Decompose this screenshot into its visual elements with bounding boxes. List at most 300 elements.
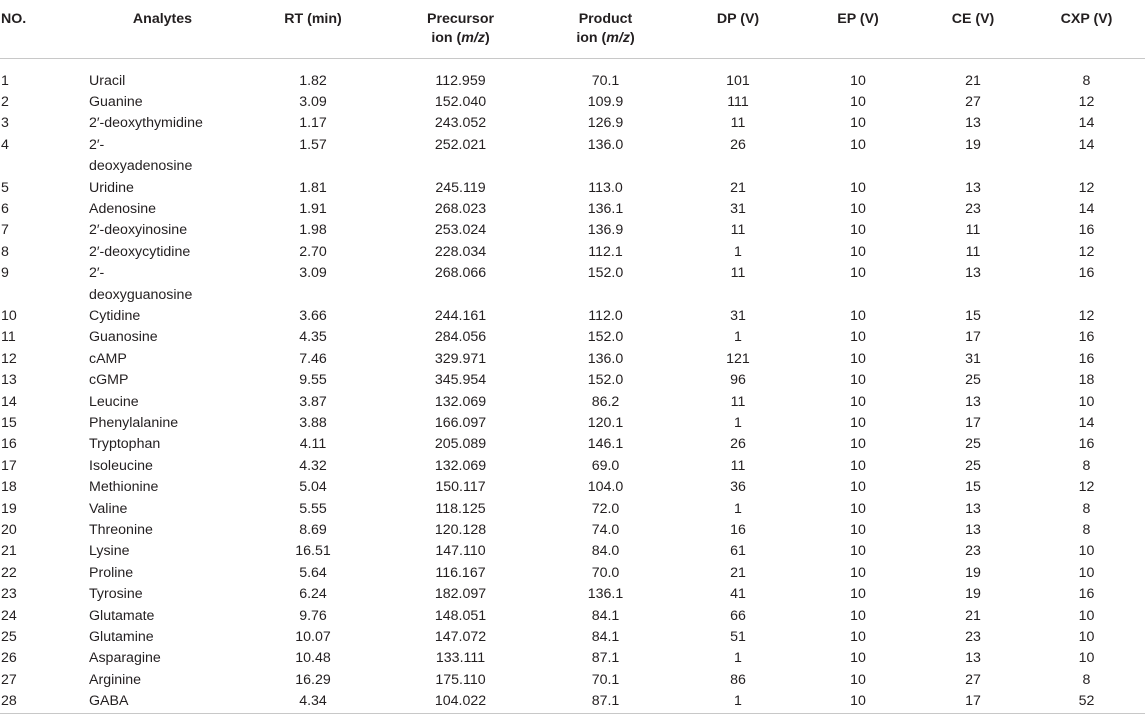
cell-cxp: 10	[1078, 564, 1095, 581]
cell-dp: 26	[730, 436, 746, 453]
cell-product-mz: 136.0	[587, 350, 624, 367]
cell-no: 8	[1, 243, 9, 260]
cell-ce: 25	[965, 457, 981, 474]
cell-analyte	[88, 627, 238, 648]
cell-analyte	[88, 370, 238, 391]
cell-precursor-mz: 147.072	[434, 629, 487, 646]
header-dp: DP (V)	[678, 0, 798, 58]
cell-no: 24	[1, 607, 17, 624]
cell-analyte	[88, 456, 238, 477]
cell-precursor-mz: 243.052	[434, 115, 487, 132]
cell-cxp: 12	[1078, 93, 1095, 110]
cell-dp: 1	[734, 650, 742, 667]
cell-product-mz: 112.0	[588, 307, 623, 324]
cell-product-mz: 109.9	[587, 93, 624, 110]
header-row	[0, 0, 1145, 58]
table-body	[0, 58, 1145, 713]
cell-rt: 9.55	[299, 372, 327, 389]
cell-no: 11	[1, 329, 16, 346]
cell-precursor-mz: 152.040	[434, 93, 487, 110]
cell-no: 6	[1, 200, 9, 217]
cell-analyte	[88, 584, 238, 605]
cell-rt: 10.48	[295, 650, 331, 667]
cell-ep: 10	[850, 671, 866, 688]
analyte-name: Phenylalanine	[89, 415, 179, 431]
cell-cxp: 52	[1028, 691, 1145, 713]
cell-precursor-mz: 329.971	[434, 350, 487, 367]
table-row	[0, 242, 1145, 263]
cell-ce: 17	[918, 691, 1028, 713]
analyte-name: Glutamine	[89, 629, 154, 646]
cell-analyte	[88, 563, 238, 584]
cell-analyte	[88, 349, 238, 370]
table-row	[0, 520, 1145, 541]
cell-no: 23	[1, 586, 17, 603]
cell-analyte	[88, 306, 238, 327]
cell-rt: 9.76	[299, 607, 327, 624]
header-precursor-line2-post: )	[484, 30, 490, 46]
cell-precursor-mz: 252.021	[434, 136, 487, 153]
cell-ce: 19	[965, 136, 981, 153]
cell-precursor-mz: 148.051	[434, 607, 487, 624]
cell-dp: 11	[730, 222, 746, 239]
analyte-name: Asparagine	[89, 650, 161, 667]
cell-ep: 10	[850, 457, 866, 474]
table-header	[0, 0, 1145, 58]
cell-ce: 17	[965, 415, 981, 431]
analyte-name: GABA	[89, 693, 129, 710]
header-precursor	[388, 0, 533, 58]
cell-precursor-mz: 118.125	[435, 500, 486, 517]
analyte-name: 2′-deoxyinosine	[89, 222, 188, 239]
cell-rt: 3.88	[299, 415, 327, 431]
cell-no: 22	[1, 564, 17, 581]
cell-rt: 10.07	[295, 629, 331, 646]
cell-dp: 1	[734, 329, 742, 346]
cell-rt: 1.81	[299, 179, 327, 196]
cell-cxp: 16	[1078, 436, 1095, 453]
cell-rt: 1.98	[299, 222, 327, 239]
cell-analyte	[88, 648, 238, 669]
cell-product-mz: 70.0	[591, 564, 620, 581]
cell-precursor-mz: 268.066	[434, 265, 487, 282]
cell-no: 21	[1, 543, 17, 560]
analyte-name: Uracil	[89, 72, 126, 89]
cell-dp: 21	[730, 564, 746, 581]
table-row	[0, 648, 1145, 669]
cell-product-mz: 126.9	[587, 115, 624, 132]
cell-dp: 51	[730, 629, 746, 646]
table-row	[0, 584, 1145, 605]
analyte-name: Adenosine	[89, 200, 157, 217]
cell-dp: 41	[730, 586, 746, 603]
cell-cxp: 12	[1078, 479, 1095, 496]
cell-analyte	[88, 670, 238, 691]
cell-no: 3	[1, 115, 9, 132]
cell-cxp: 16	[1078, 586, 1095, 603]
cell-product-mz: 70.1	[591, 72, 620, 89]
cell-ce: 19	[965, 564, 981, 581]
cell-ep: 10	[850, 372, 866, 389]
cell-product-mz: 87.1	[533, 691, 678, 713]
cell-precursor-mz: 182.097	[434, 586, 487, 603]
cell-no: 10	[1, 307, 17, 324]
cell-precursor-mz: 112.959	[435, 72, 486, 89]
table-row	[0, 606, 1145, 627]
cell-analyte	[88, 92, 238, 113]
table-row	[0, 263, 1145, 306]
cell-product-mz: 136.9	[587, 222, 624, 239]
cell-cxp: 16	[1078, 350, 1095, 367]
cell-dp: 36	[730, 479, 746, 496]
analyte-name: 2′-	[89, 265, 105, 282]
cell-ep: 10	[850, 564, 866, 581]
cell-dp: 101	[726, 72, 750, 89]
analyte-name: Guanine	[89, 93, 143, 110]
cell-no: 9	[1, 265, 9, 282]
cell-ce: 19	[965, 586, 981, 603]
cell-analyte	[88, 220, 238, 241]
cell-precursor-mz: 120.128	[434, 522, 487, 539]
cell-no: 20	[1, 522, 17, 539]
analyte-name: Arginine	[89, 671, 142, 688]
cell-ep: 10	[850, 115, 866, 132]
analyte-name: 2′-	[89, 136, 105, 153]
analyte-name: Tryptophan	[89, 436, 161, 453]
cell-ep: 10	[850, 479, 866, 496]
cell-cxp: 14	[1078, 136, 1095, 153]
cell-ep: 10	[850, 629, 866, 646]
cell-precursor-mz: 116.167	[435, 564, 486, 581]
cell-rt: 1.57	[299, 136, 327, 153]
cell-cxp: 14	[1078, 200, 1095, 217]
cell-ce: 23	[965, 629, 981, 646]
cell-ce: 21	[965, 607, 981, 624]
cell-precursor-mz: 133.111	[435, 650, 486, 667]
cell-ce: 21	[965, 72, 981, 89]
analyte-name: Guanosine	[89, 329, 158, 346]
cell-product-mz: 84.1	[591, 629, 620, 646]
header-precursor-line2-italic: m/z	[461, 30, 485, 46]
cell-dp: 11	[730, 457, 746, 474]
cell-ep: 10	[850, 265, 866, 282]
cell-product-mz: 152.0	[587, 372, 624, 389]
cell-rt: 3.66	[299, 307, 327, 324]
cell-dp: 66	[730, 607, 746, 624]
cell-cxp: 8	[1082, 671, 1091, 688]
cell-no: 16	[1, 436, 17, 453]
cell-rt: 5.64	[299, 564, 327, 581]
cell-cxp: 18	[1078, 372, 1095, 389]
cell-rt: 6.24	[299, 586, 327, 603]
cell-cxp: 12	[1078, 307, 1095, 324]
cell-ep: 10	[850, 93, 866, 110]
analyte-name: Threonine	[89, 522, 153, 539]
cell-analyte	[88, 392, 238, 413]
cell-ce: 23	[965, 543, 981, 560]
cell-analyte	[88, 606, 238, 627]
cell-precursor-mz: 150.117	[435, 479, 486, 496]
analyte-name: Valine	[89, 500, 128, 517]
cell-cxp: 8	[1082, 457, 1091, 474]
cell-analyte	[88, 691, 238, 713]
cell-ce: 27	[965, 671, 981, 688]
cell-cxp: 16	[1078, 265, 1095, 282]
analyte-name: Proline	[89, 564, 134, 581]
cell-product-mz: 136.1	[587, 586, 624, 603]
cell-product-mz: 72.0	[591, 500, 620, 517]
table-row	[0, 563, 1145, 584]
analyte-name: cGMP	[89, 372, 129, 389]
header-rt: RT (min)	[238, 0, 388, 58]
cell-precursor-mz: 245.119	[435, 179, 486, 196]
cell-ce: 31	[965, 350, 981, 367]
analyte-name: Cytidine	[89, 307, 141, 324]
cell-ce: 27	[965, 93, 981, 110]
cell-cxp: 12	[1078, 179, 1095, 196]
analyte-name: 2′-deoxythymidine	[89, 115, 203, 132]
cell-rt: 16.29	[295, 671, 331, 688]
cell-precursor-mz: 166.097	[434, 415, 487, 431]
header-precursor-line1: Precursor	[426, 11, 495, 27]
header-ep: EP (V)	[798, 0, 918, 58]
cell-rt: 1.82	[299, 72, 327, 89]
cell-ep: 10	[850, 179, 866, 196]
cell-precursor-mz: 284.056	[434, 329, 487, 346]
cell-ep: 10	[850, 350, 866, 367]
cell-ce: 15	[965, 479, 981, 496]
cell-cxp: 14	[1078, 415, 1095, 431]
cell-ep: 10	[850, 586, 866, 603]
cell-no: 17	[1, 457, 17, 474]
cell-rt: 3.09	[299, 93, 327, 110]
cell-dp: 1	[734, 415, 742, 431]
cell-dp: 111	[727, 93, 749, 110]
cell-dp: 96	[730, 372, 746, 389]
table-row	[0, 92, 1145, 113]
cell-ep: 10	[850, 522, 866, 539]
cell-no: 18	[1, 479, 17, 496]
table-row	[0, 58, 1145, 92]
table-row	[0, 113, 1145, 134]
header-no: NO.	[0, 0, 88, 58]
cell-precursor-mz: 104.022	[388, 691, 533, 713]
cell-ep: 10	[850, 393, 866, 410]
cell-precursor-mz: 205.089	[434, 436, 487, 453]
analyte-name: Leucine	[89, 393, 139, 410]
cell-analyte	[88, 520, 238, 541]
cell-ep: 10	[850, 243, 866, 260]
cell-product-mz: 104.0	[587, 479, 624, 496]
cell-rt: 4.11	[299, 436, 327, 453]
cell-rt: 4.32	[299, 457, 327, 474]
analyte-name: Methionine	[89, 479, 159, 496]
cell-product-mz: 152.0	[587, 329, 624, 346]
cell-dp: 11	[730, 393, 746, 410]
cell-product-mz: 70.1	[591, 671, 620, 688]
cell-no: 12	[1, 350, 17, 367]
cell-ep: 10	[850, 415, 866, 431]
cell-dp: 26	[730, 136, 746, 153]
cell-product-mz: 120.1	[587, 415, 624, 431]
cell-cxp: 16	[1078, 222, 1095, 239]
cell-ep: 10	[850, 222, 866, 239]
cell-dp: 31	[730, 200, 746, 217]
cell-ce: 13	[965, 265, 981, 282]
table-row	[0, 370, 1145, 391]
analyte-name-continued: deoxyguanosine	[89, 286, 193, 303]
cell-rt: 4.35	[299, 329, 327, 346]
cell-dp: 86	[730, 671, 746, 688]
cell-analyte	[88, 413, 238, 434]
cell-cxp: 10	[1078, 650, 1095, 667]
cell-cxp: 10	[1078, 543, 1095, 560]
table-row	[0, 392, 1145, 413]
cell-product-mz: 112.1	[588, 243, 623, 260]
cell-ce: 25	[965, 372, 981, 389]
cell-ce: 13	[965, 115, 981, 132]
header-cxp: CXP (V)	[1028, 0, 1145, 58]
cell-ce: 13	[965, 179, 981, 196]
cell-ep: 10	[850, 543, 866, 560]
cell-rt: 5.55	[299, 500, 327, 517]
analyte-name: Glutamate	[89, 607, 155, 624]
cell-cxp: 14	[1078, 115, 1095, 132]
cell-ep: 10	[850, 72, 866, 89]
cell-product-mz: 136.0	[587, 136, 624, 153]
cell-analyte	[88, 178, 238, 199]
cell-precursor-mz: 244.161	[434, 307, 487, 324]
analyte-name: Uridine	[89, 179, 134, 196]
cell-rt: 16.51	[295, 543, 331, 560]
cell-analyte	[88, 477, 238, 498]
cell-ep: 10	[850, 307, 866, 324]
cell-no: 7	[1, 222, 9, 239]
header-precursor-line2-pre: ion (	[431, 30, 462, 46]
cell-ce: 13	[965, 500, 981, 517]
cell-analyte	[88, 113, 238, 134]
cell-rt: 1.17	[299, 115, 327, 132]
cell-analyte	[88, 242, 238, 263]
cell-ce: 23	[965, 200, 981, 217]
cell-dp: 21	[730, 179, 746, 196]
cell-precursor-mz: 132.069	[434, 393, 487, 410]
cell-rt: 4.34	[238, 691, 388, 713]
table-row	[0, 691, 1145, 713]
header-product-line2-post: )	[629, 30, 635, 46]
table-row	[0, 627, 1145, 648]
cell-product-mz: 84.1	[591, 607, 620, 624]
cell-analyte	[88, 199, 238, 220]
table-row	[0, 306, 1145, 327]
cell-rt: 3.09	[299, 265, 327, 282]
header-product-line2-italic: m/z	[606, 30, 630, 46]
table-row	[0, 220, 1145, 241]
table-row	[0, 477, 1145, 498]
analyte-name: 2′-deoxycytidine	[89, 243, 191, 260]
cell-rt: 5.04	[299, 479, 327, 496]
analyte-name-continued: deoxyadenosine	[89, 158, 193, 175]
header-product	[533, 0, 678, 58]
cell-rt: 8.69	[299, 522, 327, 539]
cell-cxp: 10	[1078, 393, 1095, 410]
cell-no: 26	[1, 650, 17, 667]
cell-cxp: 10	[1078, 629, 1095, 646]
table-row	[0, 670, 1145, 691]
cell-dp: 61	[730, 543, 746, 560]
cell-product-mz: 86.2	[591, 393, 620, 410]
cell-ep: 10	[850, 650, 866, 667]
cell-product-mz: 136.1	[587, 200, 624, 217]
cell-dp: 1	[734, 500, 742, 517]
cell-ep: 10	[850, 200, 866, 217]
cell-product-mz: 152.0	[587, 265, 624, 282]
table-row	[0, 199, 1145, 220]
cell-rt: 3.87	[299, 393, 327, 410]
cell-analyte	[88, 499, 238, 520]
cell-ep: 10	[798, 691, 918, 713]
cell-no: 2	[1, 93, 9, 110]
header-product-line1: Product	[578, 11, 633, 27]
cell-product-mz: 113.0	[588, 179, 623, 196]
cell-ce: 11	[965, 243, 981, 260]
cell-dp: 16	[730, 522, 746, 539]
cell-analyte	[88, 541, 238, 562]
cell-precursor-mz: 175.110	[435, 671, 486, 688]
cell-ep: 10	[850, 136, 866, 153]
cell-precursor-mz: 228.034	[434, 243, 487, 260]
cell-analyte	[88, 58, 238, 92]
cell-ce: 13	[965, 393, 981, 410]
cell-cxp: 8	[1082, 522, 1091, 539]
cell-no: 27	[1, 671, 17, 688]
cell-cxp: 8	[1082, 72, 1091, 89]
cell-ce: 17	[965, 329, 981, 346]
cell-precursor-mz: 147.110	[435, 543, 486, 560]
cell-ce: 13	[965, 522, 981, 539]
table-row	[0, 327, 1145, 348]
cell-ce: 13	[965, 650, 981, 667]
cell-ce: 11	[965, 222, 981, 239]
cell-no: 15	[1, 415, 17, 431]
cell-analyte	[88, 434, 238, 455]
analyte-name: cAMP	[89, 350, 127, 367]
cell-no: 19	[1, 500, 17, 517]
cell-no: 4	[1, 136, 9, 153]
header-analytes: Analytes	[88, 0, 238, 58]
cell-dp: 11	[730, 115, 746, 132]
cell-cxp: 10	[1078, 607, 1095, 624]
cell-no: 28	[0, 691, 88, 713]
cell-precursor-mz: 345.954	[434, 372, 487, 389]
cell-no: 13	[1, 372, 17, 389]
cell-rt: 1.91	[299, 200, 327, 217]
analyte-name: Lysine	[89, 543, 130, 560]
cell-rt: 7.46	[299, 350, 327, 367]
cell-dp: 31	[730, 307, 746, 324]
table-row	[0, 456, 1145, 477]
cell-product-mz: 69.0	[591, 457, 620, 474]
cell-precursor-mz: 253.024	[434, 222, 487, 239]
cell-product-mz: 74.0	[591, 522, 620, 539]
cell-dp: 11	[730, 265, 746, 282]
cell-no: 5	[1, 179, 9, 196]
table-row	[0, 499, 1145, 520]
cell-ce: 25	[965, 436, 981, 453]
table-row	[0, 135, 1145, 178]
cell-cxp: 8	[1082, 500, 1091, 517]
cell-product-mz: 146.1	[587, 436, 624, 453]
